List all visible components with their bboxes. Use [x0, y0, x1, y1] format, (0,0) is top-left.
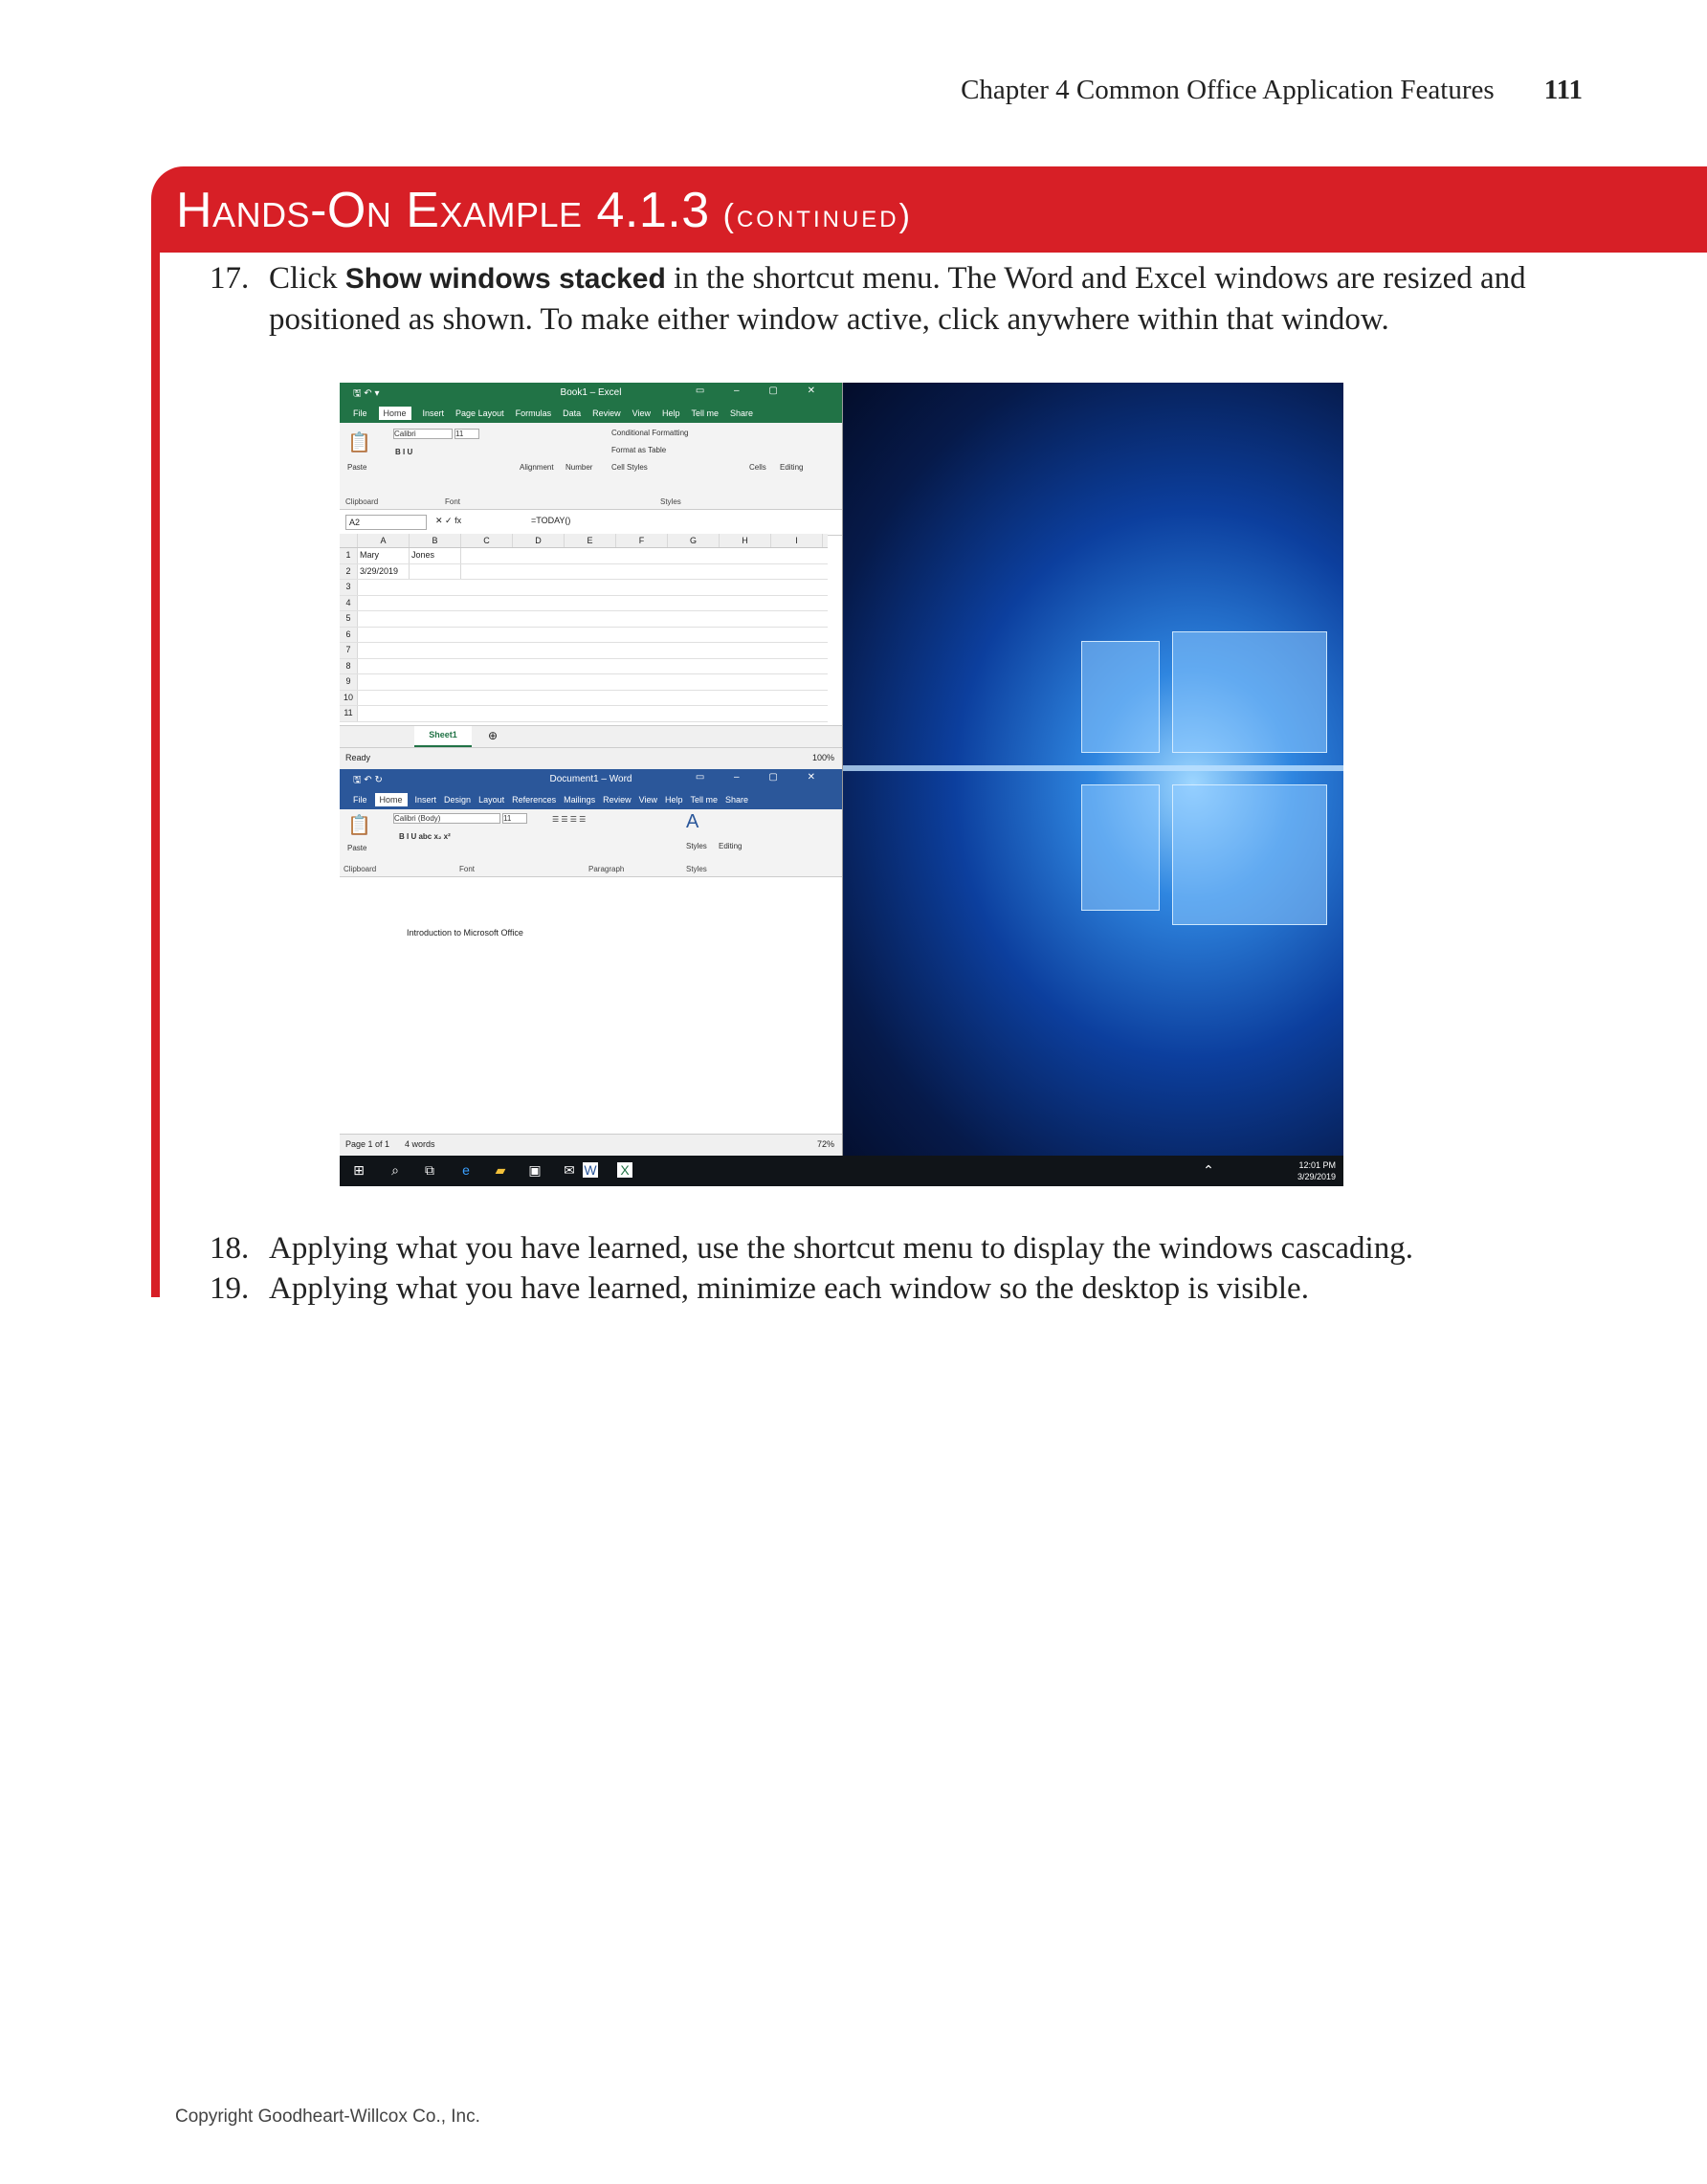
font-name-box[interactable]: Calibri [393, 429, 453, 439]
number-button[interactable]: Number [565, 463, 593, 472]
zoom-level[interactable]: 72% [816, 1139, 834, 1149]
page-count: Page 1 of 1 [345, 1139, 390, 1149]
step-text: Click [269, 261, 345, 296]
tab-home[interactable]: Home [375, 793, 408, 806]
column-header[interactable]: C [461, 534, 513, 547]
sheet-tab[interactable]: Sheet1 [414, 726, 472, 748]
cells-button[interactable]: Cells [749, 463, 766, 472]
table-row [340, 643, 828, 659]
row-number[interactable]: 10 [340, 691, 358, 706]
running-head [861, 75, 1583, 106]
tab-layout[interactable]: Layout [478, 795, 505, 805]
column-header[interactable]: H [720, 534, 771, 547]
status-ready: Ready [345, 753, 371, 762]
table-row [340, 596, 828, 612]
column-header[interactable]: G [668, 534, 720, 547]
section-banner [151, 166, 1707, 253]
tab-review[interactable]: Review [592, 408, 621, 418]
row-number[interactable]: 4 [340, 596, 358, 611]
search-icon[interactable]: ⌕ [391, 1162, 399, 1178]
row-number[interactable]: 5 [340, 611, 358, 627]
step-number: 19. [210, 1271, 250, 1306]
tab-file[interactable]: File [353, 795, 367, 805]
tab-view[interactable]: View [638, 795, 658, 805]
table-row [340, 548, 828, 564]
clock-date: 3/29/2019 [1297, 1172, 1336, 1181]
column-header[interactable]: E [565, 534, 616, 547]
window-controls[interactable]: ▭ – ▢ ✕ [695, 386, 829, 396]
page-number: 111 [1543, 75, 1583, 105]
word-ribbon-tabs [340, 790, 842, 809]
sheet-tab-bar [340, 725, 842, 747]
row-number[interactable]: 3 [340, 580, 358, 595]
store-icon[interactable]: ▣ [528, 1162, 542, 1178]
row-number[interactable]: 11 [340, 706, 358, 721]
cell-a2[interactable]: 3/29/2019 [358, 564, 410, 580]
font-size-box[interactable]: 11 [454, 429, 479, 439]
paste-icon[interactable]: 📋 [347, 815, 371, 836]
excel-status-bar [340, 747, 842, 769]
desktop-background [842, 383, 1343, 1156]
tab-mailings[interactable]: Mailings [564, 795, 596, 805]
step-text: Applying what you have learned, use the shortcut menu to display the windows cascading. [269, 1231, 1413, 1266]
step-number: 17. [210, 261, 250, 296]
column-header[interactable]: D [513, 534, 565, 547]
table-row [340, 659, 828, 675]
styles-icon[interactable]: A [686, 811, 699, 832]
group-font: Font [445, 497, 461, 506]
table-row [340, 706, 828, 722]
cell-b1[interactable]: Jones [410, 548, 461, 563]
table-row [340, 674, 828, 691]
table-row [340, 611, 828, 628]
format-as-table-button[interactable]: Format as Table [611, 446, 667, 454]
fx-icon: ✕ ✓ fx [435, 516, 462, 525]
conditional-formatting-button[interactable]: Conditional Formatting [611, 429, 689, 437]
copyright-footer: Copyright Goodheart-Willcox Co., Inc. [175, 2107, 480, 2127]
word-window[interactable] [340, 769, 843, 1156]
bold-italic-underline-icons[interactable]: B I U [395, 448, 413, 456]
excel-titlebar[interactable] [340, 383, 842, 404]
document-page[interactable] [340, 878, 842, 1135]
table-row [340, 580, 828, 596]
tell-me-search[interactable]: Tell me [691, 408, 720, 418]
step-text: Applying what you have learned, minimize each window so the desktop is visible. [269, 1271, 1309, 1306]
table-row [340, 564, 828, 581]
document-text[interactable]: Introduction to Microsoft Office [407, 928, 523, 938]
cell-a1[interactable]: Mary [358, 548, 410, 563]
word-titlebar[interactable] [340, 769, 842, 790]
tab-help[interactable]: Help [662, 408, 680, 418]
excel-ribbon-tabs [340, 404, 842, 423]
clock-time: 12:01 PM [1298, 1160, 1336, 1170]
share-button[interactable]: Share [730, 408, 754, 418]
start-icon[interactable]: ⊞ [353, 1162, 365, 1178]
table-row [340, 628, 828, 644]
tab-view[interactable]: View [632, 408, 651, 418]
word-taskbar-icon[interactable]: W [584, 1162, 597, 1178]
excel-window[interactable] [340, 383, 843, 769]
word-status-bar [340, 1134, 842, 1156]
table-row [340, 691, 828, 707]
column-header[interactable]: F [616, 534, 668, 547]
alignment-button[interactable]: Alignment [520, 463, 554, 472]
paragraph-icons[interactable]: ☰ ☰ ☰ ☰ [552, 815, 587, 824]
add-sheet-icon[interactable]: ⊕ [488, 729, 499, 742]
group-styles: Styles [686, 865, 707, 873]
group-clipboard: Clipboard [344, 865, 377, 873]
cell-styles-button[interactable]: Cell Styles [611, 463, 648, 472]
taskbar-clock[interactable] [1297, 1159, 1336, 1182]
tab-page-layout[interactable]: Page Layout [455, 408, 504, 418]
windows-taskbar [340, 1156, 1343, 1186]
tab-help[interactable]: Help [665, 795, 683, 805]
excel-ribbon [340, 423, 842, 510]
tab-data[interactable]: Data [563, 408, 582, 418]
quick-access-icons[interactable]: 🖫 ↶ ▾ [353, 388, 380, 399]
mail-icon[interactable]: ✉ [564, 1162, 575, 1178]
quick-access-icons[interactable]: 🖫 ↶ ↻ [353, 775, 383, 785]
file-explorer-icon[interactable]: ▰ [495, 1162, 506, 1178]
step-19 [210, 1268, 1587, 1309]
zoom-level[interactable]: 100% [811, 753, 834, 762]
step-18 [210, 1228, 1587, 1268]
stacked-windows-screenshot [340, 383, 1343, 1186]
font-name-box[interactable]: Calibri (Body) [393, 813, 500, 824]
cell-b2[interactable] [410, 564, 461, 580]
row-number[interactable]: 2 [340, 564, 358, 580]
group-clipboard: Clipboard [345, 497, 379, 506]
edge-icon[interactable]: e [462, 1162, 470, 1178]
group-styles: Styles [660, 497, 681, 506]
paste-button[interactable]: Paste [347, 844, 367, 852]
editing-button[interactable]: Editing [719, 842, 743, 850]
word-title: Document1 – Word [549, 774, 632, 784]
row-number[interactable]: 9 [340, 674, 358, 690]
side-rule [151, 220, 160, 1297]
command-name: Show windows stacked [344, 263, 666, 295]
banner-heading: Hands-On Example 4.1.3 [176, 183, 710, 238]
tab-home[interactable]: Home [379, 407, 411, 420]
task-view-icon[interactable]: ⧉ [425, 1162, 434, 1178]
tab-references[interactable]: References [512, 795, 557, 805]
row-number[interactable]: 8 [340, 659, 358, 674]
name-box[interactable]: A2 [345, 515, 427, 530]
group-font: Font [459, 865, 476, 873]
step-number: 18. [210, 1231, 250, 1266]
tab-insert[interactable]: Insert [414, 795, 437, 805]
excel-taskbar-icon[interactable]: X [617, 1162, 632, 1178]
column-header[interactable]: B [410, 534, 461, 547]
row-number[interactable]: 6 [340, 628, 358, 643]
column-headers [340, 534, 828, 548]
banner-title [176, 182, 913, 239]
word-count: 4 words [405, 1139, 435, 1149]
tab-insert[interactable]: Insert [422, 408, 445, 418]
banner-subtitle: (continued) [722, 198, 913, 234]
group-paragraph: Paragraph [588, 865, 625, 873]
editing-button[interactable]: Editing [780, 463, 804, 472]
excel-title: Book1 – Excel [560, 387, 622, 398]
tell-me-search[interactable]: Tell me [690, 795, 719, 805]
step-text: in the shortcut menu. The Word and Excel windows are resized and [665, 261, 1526, 296]
window-controls[interactable]: ▭ – ▢ ✕ [695, 772, 829, 783]
formula-bar [340, 510, 842, 536]
word-ribbon [340, 809, 842, 877]
step-text-continued: positioned as shown. To make either window active, click anywhere within that window. [269, 302, 1389, 337]
bold-italic-underline-icons[interactable]: B I U abc x₂ x² [399, 832, 451, 841]
step-17 [210, 258, 1587, 340]
system-tray-icons[interactable]: ⌃ [1203, 1162, 1214, 1178]
tab-formulas[interactable]: Formulas [515, 408, 552, 418]
tab-review[interactable]: Review [603, 795, 632, 805]
formula-input[interactable]: =TODAY() [531, 516, 571, 525]
paste-button[interactable]: Paste [347, 463, 367, 472]
row-number[interactable]: 1 [340, 548, 358, 563]
column-header[interactable]: A [358, 534, 410, 547]
share-button[interactable]: Share [725, 795, 749, 805]
styles-button[interactable]: Styles [686, 842, 707, 850]
chapter-title: Chapter 4 Common Office Application Features [961, 75, 1495, 105]
paste-icon[interactable]: 📋 [347, 432, 371, 453]
column-header[interactable]: I [771, 534, 823, 547]
tab-design[interactable]: Design [444, 795, 472, 805]
font-size-box[interactable]: 11 [502, 813, 527, 824]
worksheet-grid[interactable] [340, 534, 828, 725]
row-number[interactable]: 7 [340, 643, 358, 658]
tab-file[interactable]: File [353, 408, 367, 418]
